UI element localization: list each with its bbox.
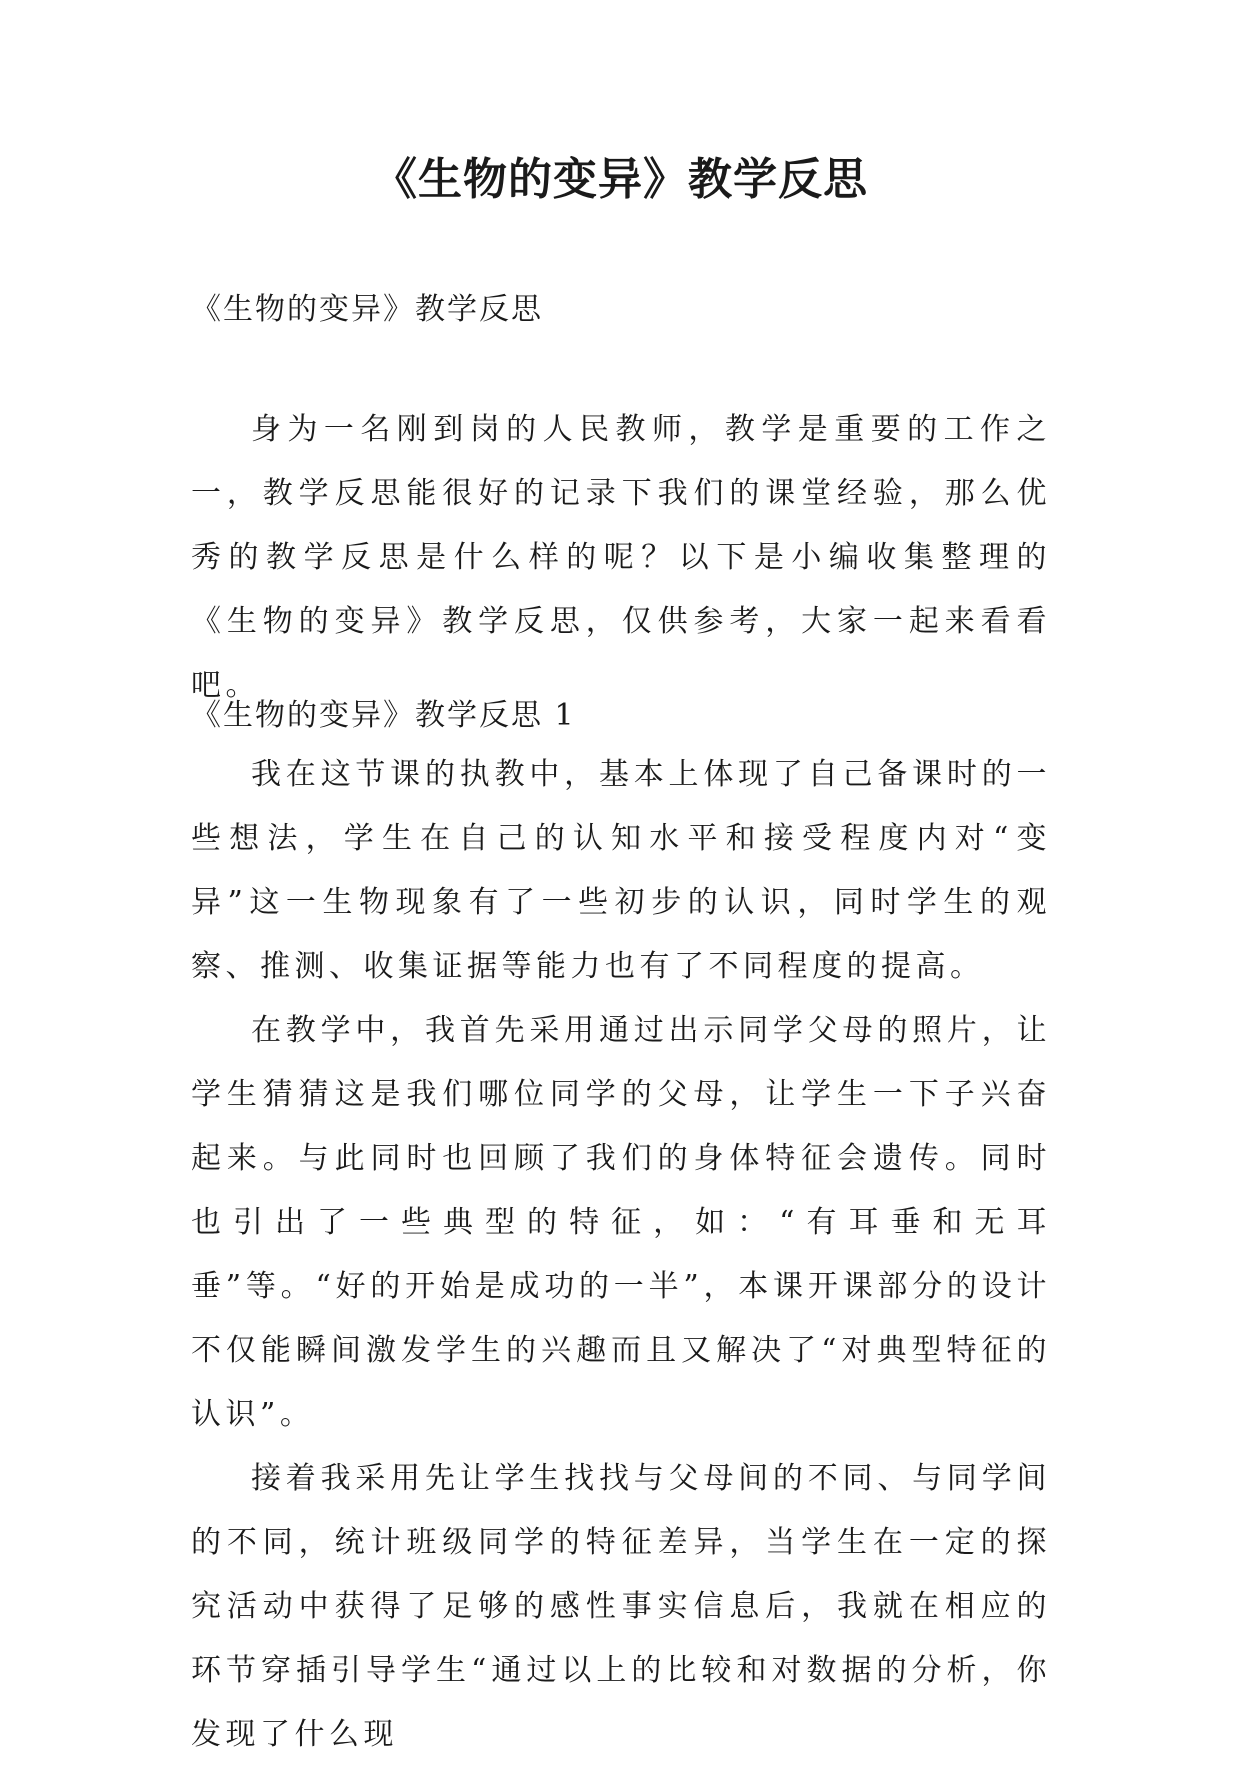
body-paragraph-1: 我在这节课的执教中，基本上体现了自己备课时的一些想法，学生在自己的认知水平和接受程度内对“变异”这一生物现象有了一些初步的认识，同时学生的观察、推测、收集证据等能力也有了不同程度的提高。 [191, 757, 1051, 984]
intro-paragraph: 身为一名刚到岗的人民教师，教学是重要的工作之一，教学反思能很好的记录下我们的课堂经验，那么优秀的教学反思是什么样的呢？以下是小编收集整理的《生物的变异》教学反思，仅供参考，大家一起来看看吧。 [191, 412, 1051, 703]
body-paragraph-3: 接着我采用先让学生找找与父母间的不同、与同学间的不同，统计班级同学的特征差异，当学生在一定的探究活动中获得了足够的感性事实信息后，我就在相应的环节穿插引导学生“通过以上的比较和对数据的分析，你发现了什么现 [191, 1461, 1051, 1752]
section-heading: 《生物的变异》教学反思 1 [191, 698, 576, 733]
document-subtitle: 《生物的变异》教学反思 [191, 292, 543, 327]
section-body [191, 743, 1051, 1767]
intro-block [191, 398, 1051, 718]
body-paragraph-2: 在教学中，我首先采用通过出示同学父母的照片，让学生猜猜这是我们哪位同学的父母，让学生一下子兴奋起来。与此同时也回顾了我们的身体特征会遗传。同时也引出了一些典型的特征，如：“有耳垂和无耳垂”等。“好的开始是成功的一半”，本课开课部分的设计不仅能瞬间激发学生的兴趣而且又解决了“对典型特征的认识”。 [191, 1013, 1051, 1432]
document-title: 《生物的变异》教学反思 [373, 154, 868, 205]
